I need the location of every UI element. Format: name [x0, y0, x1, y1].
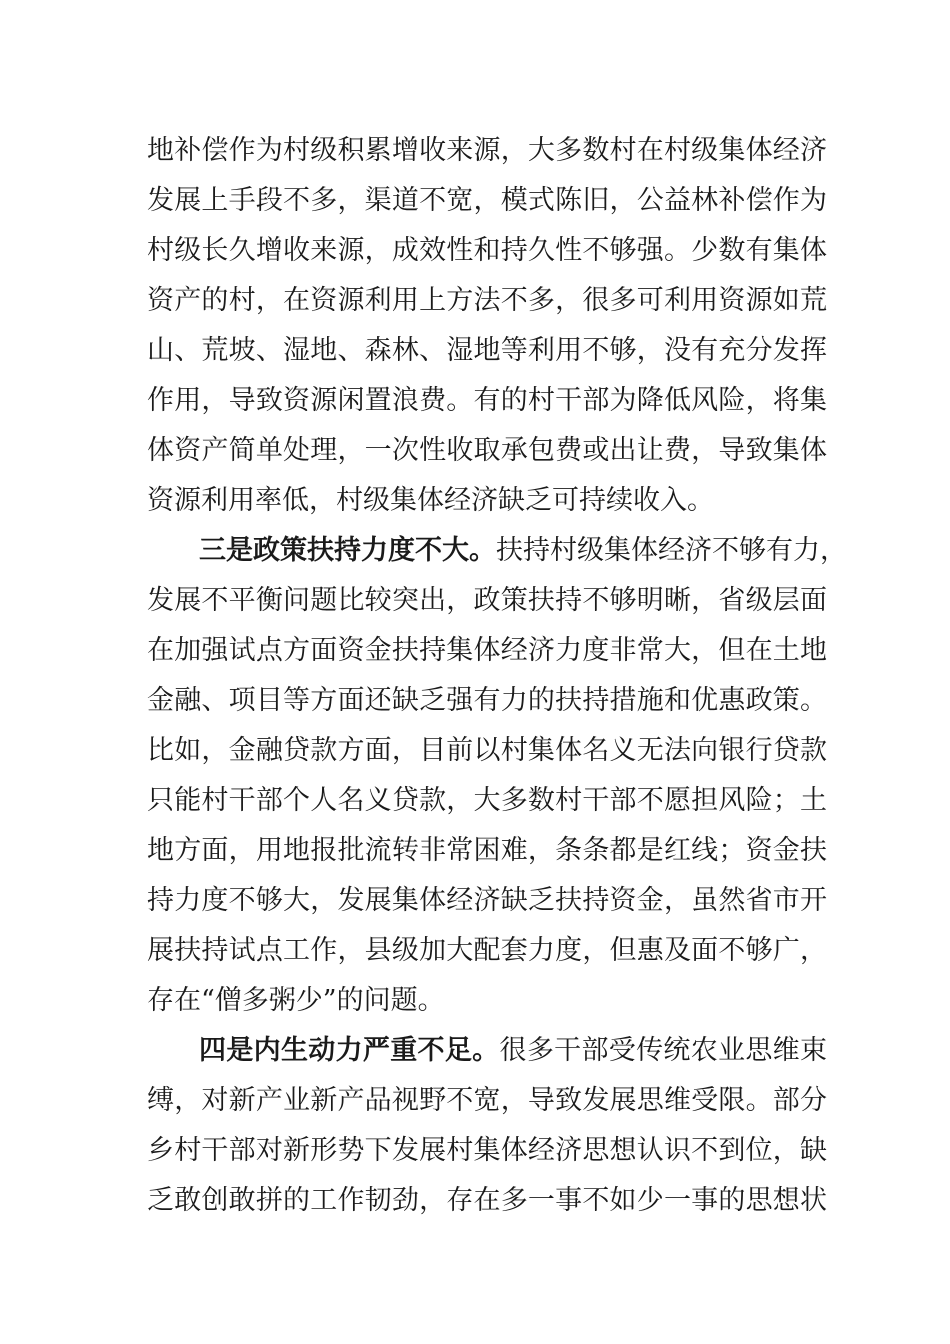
paragraph3-heading: 四是内生动力严重不足。	[199, 1035, 500, 1066]
paragraph1-line-4: 资产的村，在资源利用上方法不多，很多可利用资源如荒	[147, 285, 827, 316]
paragraph1-line-3: 村级长久增收来源，成效性和持久性不够强。少数有集体	[147, 235, 827, 266]
paragraph1-line-1: 地补偿作为村级积累增收来源，大多数村在村级集体经济	[147, 135, 827, 166]
paragraph3-line-2: 缚，对新产业新产品视野不宽，导致发展思维受限。部分	[147, 1085, 827, 1116]
paragraph2-line-3: 在加强试点方面资金扶持集体经济力度非常大，但在土地	[147, 635, 827, 666]
paragraph2-line-8: 持力度不够大，发展集体经济缺乏扶持资金，虽然省市开	[147, 885, 827, 916]
paragraph2-line-6: 只能村干部个人名义贷款，大多数村干部不愿担风险；土	[147, 785, 827, 816]
paragraph1-line-7: 体资产简单处理，一次性收取承包费或出让费，导致集体	[147, 435, 827, 466]
paragraph3-first-line	[199, 1026, 827, 1076]
paragraph3-line-3: 乡村干部对新形势下发展村集体经济思想认识不到位，缺	[147, 1135, 827, 1166]
paragraph3-line-4: 乏敢创敢拼的工作韧劲，存在多一事不如少一事的思想状	[147, 1185, 827, 1216]
paragraph2-first-line	[199, 526, 847, 576]
paragraph2-line-9: 展扶持试点工作，县级加大配套力度，但惠及面不够广，	[147, 935, 827, 966]
paragraph1-line-2: 发展上手段不多，渠道不宽，模式陈旧，公益林补偿作为	[147, 185, 827, 216]
paragraph2-heading: 三是政策扶持力度不大。	[199, 535, 496, 566]
paragraph1-line-5: 山、荒坡、湿地、森林、湿地等利用不够，没有充分发挥	[147, 335, 827, 366]
paragraph2-line-7: 地方面，用地报批流转非常困难，条条都是红线；资金扶	[147, 835, 827, 866]
paragraph2-line-5: 比如，金融贷款方面，目前以村集体名义无法向银行贷款	[147, 735, 827, 766]
paragraph2-line-10: 存在“僧多粥少”的问题。	[147, 985, 445, 1016]
paragraph2-first-line-text: 扶持村级集体经济不够有力，	[496, 535, 847, 566]
paragraph1-line-6: 作用，导致资源闲置浪费。有的村干部为降低风险，将集	[147, 385, 827, 416]
paragraph2-line-2: 发展不平衡问题比较突出，政策扶持不够明晰，省级层面	[147, 585, 827, 616]
paragraph2-line-4: 金融、项目等方面还缺乏强有力的扶持措施和优惠政策。	[147, 685, 827, 716]
paragraph1-line-8: 资源利用率低，村级集体经济缺乏可持续收入。	[147, 485, 714, 516]
paragraph3-first-line-text: 很多干部受传统农业思维束	[499, 1035, 827, 1066]
